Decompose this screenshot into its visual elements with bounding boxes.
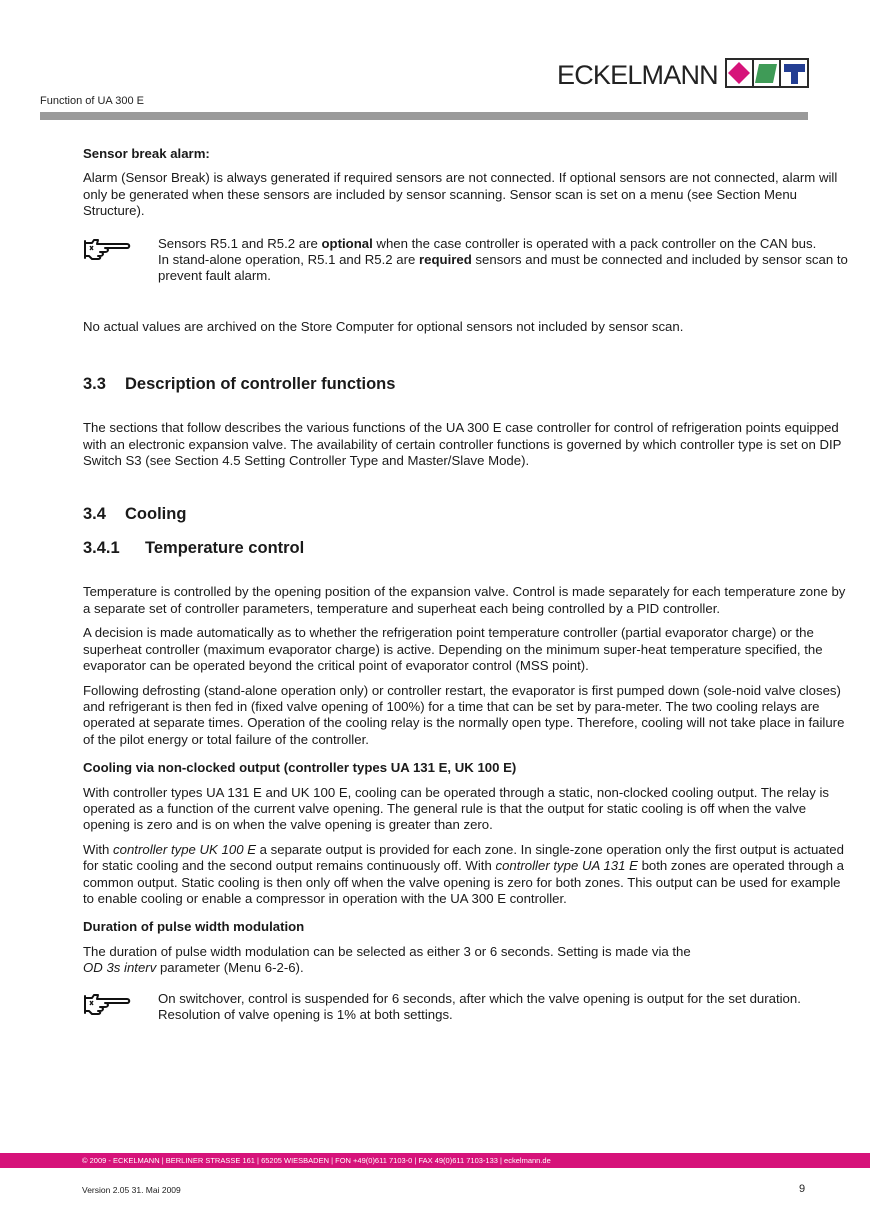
section-3-4-heading: 3.4 Cooling [83,505,187,524]
sensor-break-paragraph: Alarm (Sensor Break) is always generated if required sensors are not connected. If optional sensors are not connected, alarm will only be generated when these sensors are included by sensor scanning. Sensor scan is set on a menu (see Section Menu Structure). [83,170,838,219]
non-clocked-p1: With controller types UA 131 E and UK 100 E, cooling can be operated through a static, non-clocked cooling output. The relay is operated as a function of the current valve opening. The general rule is that the output for static cooling is off when the valve opening is zero and is on when the valve opening is greater than zero. [83,784,830,833]
note-sensors-line2: In stand-alone operation, R5.1 and R5.2 are required sensors and must be connected and included by sensor scan to prevent fault alarm. [158,252,848,284]
version-label: Version 2.05 31. Mai 2009 [82,1185,181,1195]
page-body [83,146,848,1023]
pointing-hand-icon [83,992,131,1016]
archive-paragraph: No actual values are archived on the Store Computer for optional sensors not included by sensor scan. [83,318,684,334]
eckelmann-logo [557,58,809,88]
pointing-hand-icon [83,237,131,261]
section-3-4-1-heading: 3.4.1 Temperature control [83,539,305,558]
note-switchover-text: On switchover, control is suspended for 6 seconds, after which the valve opening is output for the set duration. Resolution of valve opening is 1% at both settings. [158,990,801,1022]
footer-imprint: © 2009 - ECKELMANN | BERLINER STRASSE 161 | 65205 WIESBADEN | FON +49(0)611 7103-0 | FAX 49(0)611 7103-133 | eckelmann.de [0,1153,870,1168]
header-divider [40,112,808,120]
running-head: Function of UA 300 E [40,95,144,107]
temp-control-p2: A decision is made automatically as to whether the refrigeration point temperature controller (partial evaporator charge) or the superheat controller (maximum evaporator charge) is active. Depending on the minimum super-heat temperature specified, the evaporator can be operated beyond the critical point of evaporator control (MSS point). [83,625,823,674]
non-clocked-p2: With controller type UK 100 E a separate output is provided for each zone. In single-zone operation only the first output is actuated for static cooling and the second output remains continuously off. With controller type UA 131 E both zones are operated through a common output. Static cooling is then only off when the valve opening is zero for both zones. This output can be used for example to enable cooling or enable a compressor in operation with the UA 300 E controller. [83,841,844,906]
sensor-break-heading: Sensor break alarm: [83,146,210,161]
note-sensors-line1: Sensors R5.1 and R5.2 are optional when the case controller is operated with a pack controller on the CAN bus. [158,235,817,251]
temp-control-p3: Following defrosting (stand-alone operation only) or controller restart, the evaporator is first pumped down (sole-noid valve closes) and refrigerant is then fed in (fixed valve opening of 100%) for a time that can be set by para-meter. The two cooling relays are operated at separate times. Operation of the cooling relay is the normally open type. Therefore, cooling will not take place in failure of the pilot energy or total failure of the controller. [83,682,845,747]
page-number: 9 [799,1183,806,1195]
temp-control-p1: Temperature is controlled by the opening position of the expansion valve. Control is made separately for each temperature zone by a separate set of controller parameters, temperature and superheat each being controlled by a PID controller. [83,584,846,616]
section-3-3-heading: 3.3 Description of controller functions [83,375,396,394]
non-clocked-heading: Cooling via non-clocked output (controller types UA 131 E, UK 100 E) [83,760,517,776]
logo-wordmark: ECKELMANN [557,60,718,90]
note-switchover [83,991,848,1024]
pwm-paragraph: The duration of pulse width modulation can be selected as either 3 or 6 seconds. Setting is made via the OD 3s interv parameter (Menu 6-2-6). [83,943,691,976]
section-3-3-paragraph: The sections that follow describes the various functions of the UA 300 E case controller for control of refrigeration points equipped with an electronic expansion valve. The availability of certain controller functions is governed by which controller type is set on DIP Switch S3 (see Section 4.5 Setting Controller Type and Master/Slave Mode). [83,420,842,469]
logo-mark-icon [725,58,809,88]
note-sensors [83,236,848,285]
pwm-heading: Duration of pulse width modulation [83,919,305,935]
